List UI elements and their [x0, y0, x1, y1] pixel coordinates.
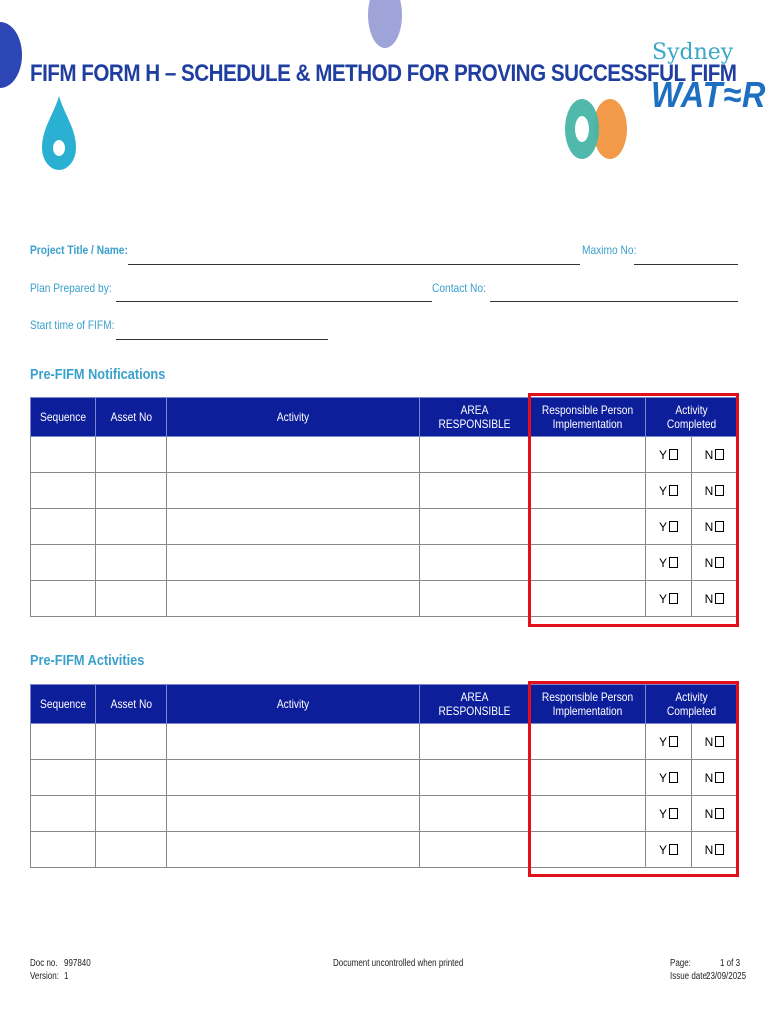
doc-no-value: 997840	[64, 958, 91, 969]
responsible-person-cell[interactable]	[530, 545, 646, 581]
yes-checkbox[interactable]	[669, 808, 678, 819]
no-label: N	[704, 519, 714, 534]
sequence-cell[interactable]	[31, 473, 96, 509]
table-row	[31, 437, 738, 473]
logo-water-text: WAT≈R	[651, 74, 767, 115]
area-responsible-cell[interactable]	[420, 724, 530, 760]
no-label: N	[704, 483, 714, 498]
plan-prepared-label: Plan Prepared by:	[30, 281, 112, 295]
yes-cell	[646, 509, 692, 545]
yes-checkbox[interactable]	[669, 557, 678, 568]
no-cell	[692, 437, 738, 473]
asset-no-cell[interactable]	[96, 509, 167, 545]
area-responsible-cell[interactable]	[420, 796, 530, 832]
maximo-no-label: Maximo No:	[582, 243, 637, 257]
yes-cell	[646, 796, 692, 832]
plan-prepared-field[interactable]	[116, 301, 432, 302]
no-checkbox[interactable]	[715, 808, 724, 819]
yes-label: Y	[658, 519, 667, 534]
asset-no-cell[interactable]	[96, 832, 167, 868]
start-time-label: Start time of FIFM:	[30, 318, 115, 332]
responsible-person-cell[interactable]	[530, 724, 646, 760]
no-checkbox[interactable]	[715, 593, 724, 604]
teal-orange-circles-decoration	[563, 96, 629, 164]
yes-checkbox[interactable]	[669, 772, 678, 783]
yes-label: Y	[658, 842, 667, 857]
no-cell	[692, 509, 738, 545]
yes-checkbox[interactable]	[669, 521, 678, 532]
logo-sydney-text: Sydney	[652, 40, 734, 65]
responsible-person-cell[interactable]	[530, 437, 646, 473]
yes-cell	[646, 545, 692, 581]
col-header-area-responsible: AREA RESPONSIBLE	[420, 685, 530, 724]
yes-cell	[646, 832, 692, 868]
activity-cell[interactable]	[167, 724, 420, 760]
no-cell	[692, 724, 738, 760]
no-checkbox[interactable]	[715, 772, 724, 783]
sequence-cell[interactable]	[31, 760, 96, 796]
project-title-field[interactable]	[128, 264, 580, 265]
col-header-activity-completed: Activity Completed	[646, 398, 738, 437]
col-header-asset-no: Asset No	[96, 685, 167, 724]
no-cell	[692, 760, 738, 796]
project-title-label: Project Title / Name:	[30, 243, 128, 257]
table-row	[31, 581, 738, 617]
yes-label: Y	[658, 770, 667, 785]
no-cell	[692, 832, 738, 868]
sequence-cell[interactable]	[31, 437, 96, 473]
col-header-area-responsible: AREA RESPONSIBLE	[420, 398, 530, 437]
uncontrolled-notice: Document uncontrolled when printed	[333, 958, 464, 969]
activity-cell[interactable]	[167, 473, 420, 509]
blue-semicircle-decoration	[0, 22, 24, 90]
doc-no-label: Doc no.	[30, 958, 58, 969]
sequence-cell[interactable]	[31, 545, 96, 581]
col-header-activity-completed: Activity Completed	[646, 685, 738, 724]
yes-cell	[646, 581, 692, 617]
area-responsible-cell[interactable]	[420, 760, 530, 796]
yes-checkbox[interactable]	[669, 485, 678, 496]
responsible-person-cell[interactable]	[530, 473, 646, 509]
no-label: N	[704, 447, 714, 462]
issue-date-label: Issue date:	[670, 971, 710, 982]
no-checkbox[interactable]	[715, 557, 724, 568]
asset-no-cell[interactable]	[96, 581, 167, 617]
yes-label: Y	[658, 734, 667, 749]
table-row	[31, 509, 738, 545]
responsible-person-cell[interactable]	[530, 832, 646, 868]
table-header-row	[31, 685, 738, 724]
responsible-person-cell[interactable]	[530, 760, 646, 796]
yes-label: Y	[658, 806, 667, 821]
table-row	[31, 545, 738, 581]
yes-checkbox[interactable]	[669, 844, 678, 855]
sequence-cell[interactable]	[31, 509, 96, 545]
area-responsible-cell[interactable]	[420, 545, 530, 581]
contact-no-field[interactable]	[490, 301, 738, 302]
no-label: N	[704, 842, 714, 857]
no-label: N	[704, 555, 714, 570]
col-header-activity: Activity	[167, 398, 420, 437]
table-row	[31, 724, 738, 760]
yes-checkbox[interactable]	[669, 593, 678, 604]
no-label: N	[704, 591, 714, 606]
area-responsible-cell[interactable]	[420, 832, 530, 868]
no-cell	[692, 796, 738, 832]
yes-label: Y	[658, 483, 667, 498]
no-checkbox[interactable]	[715, 844, 724, 855]
asset-no-cell[interactable]	[96, 545, 167, 581]
no-cell	[692, 545, 738, 581]
sequence-cell[interactable]	[31, 724, 96, 760]
col-header-activity: Activity	[167, 685, 420, 724]
activity-cell[interactable]	[167, 545, 420, 581]
activities-table	[30, 684, 738, 868]
version-value: 1	[64, 971, 69, 982]
no-checkbox[interactable]	[715, 449, 724, 460]
no-label: N	[704, 770, 714, 785]
lavender-circle-decoration	[368, 0, 404, 50]
area-responsible-cell[interactable]	[420, 509, 530, 545]
yes-cell	[646, 473, 692, 509]
col-header-asset-no: Asset No	[96, 398, 167, 437]
no-label: N	[704, 806, 714, 821]
activity-cell[interactable]	[167, 581, 420, 617]
sequence-cell[interactable]	[31, 581, 96, 617]
activity-cell[interactable]	[167, 796, 420, 832]
activities-heading: Pre-FIFM Activities	[30, 652, 145, 669]
issue-date-value: 23/09/2025	[706, 971, 747, 982]
table-header-row	[31, 398, 738, 437]
maximo-no-field[interactable]	[634, 264, 738, 265]
asset-no-cell[interactable]	[96, 796, 167, 832]
table-row	[31, 473, 738, 509]
activity-cell[interactable]	[167, 509, 420, 545]
no-cell	[692, 473, 738, 509]
notifications-heading: Pre-FIFM Notifications	[30, 366, 166, 383]
table-row	[31, 832, 738, 868]
yes-checkbox[interactable]	[669, 736, 678, 747]
yes-label: Y	[658, 555, 667, 570]
activity-cell[interactable]	[167, 437, 420, 473]
water-drop-decoration	[42, 96, 78, 174]
asset-no-cell[interactable]	[96, 437, 167, 473]
responsible-person-cell[interactable]	[530, 796, 646, 832]
activity-cell[interactable]	[167, 832, 420, 868]
yes-cell	[646, 437, 692, 473]
yes-checkbox[interactable]	[669, 449, 678, 460]
no-checkbox[interactable]	[715, 521, 724, 532]
area-responsible-cell[interactable]	[420, 473, 530, 509]
page-title: FIFM FORM H – SCHEDULE & METHOD FOR PROVING SUCCESSFUL FIFM	[30, 60, 737, 87]
page-label: Page:	[670, 958, 691, 969]
sequence-cell[interactable]	[31, 796, 96, 832]
contact-no-label: Contact No:	[432, 281, 486, 295]
notifications-table	[30, 397, 738, 617]
no-cell	[692, 581, 738, 617]
asset-no-cell[interactable]	[96, 473, 167, 509]
sequence-cell[interactable]	[31, 832, 96, 868]
col-header-responsible-person: Responsible Person Implementation	[530, 685, 646, 724]
start-time-field[interactable]	[116, 339, 328, 340]
no-checkbox[interactable]	[715, 485, 724, 496]
no-label: N	[704, 734, 714, 749]
asset-no-cell[interactable]	[96, 760, 167, 796]
yes-cell	[646, 724, 692, 760]
asset-no-cell[interactable]	[96, 724, 167, 760]
yes-label: Y	[658, 447, 667, 462]
version-label: Version:	[30, 971, 59, 982]
yes-cell	[646, 760, 692, 796]
table-row	[31, 760, 738, 796]
col-header-sequence: Sequence	[31, 685, 96, 724]
page-value: 1 of 3	[720, 958, 741, 969]
no-checkbox[interactable]	[715, 736, 724, 747]
responsible-person-cell[interactable]	[530, 581, 646, 617]
responsible-person-cell[interactable]	[530, 509, 646, 545]
table-row	[31, 796, 738, 832]
area-responsible-cell[interactable]	[420, 437, 530, 473]
col-header-sequence: Sequence	[31, 398, 96, 437]
activity-cell[interactable]	[167, 760, 420, 796]
col-header-responsible-person: Responsible Person Implementation	[530, 398, 646, 437]
area-responsible-cell[interactable]	[420, 581, 530, 617]
yes-label: Y	[658, 591, 667, 606]
